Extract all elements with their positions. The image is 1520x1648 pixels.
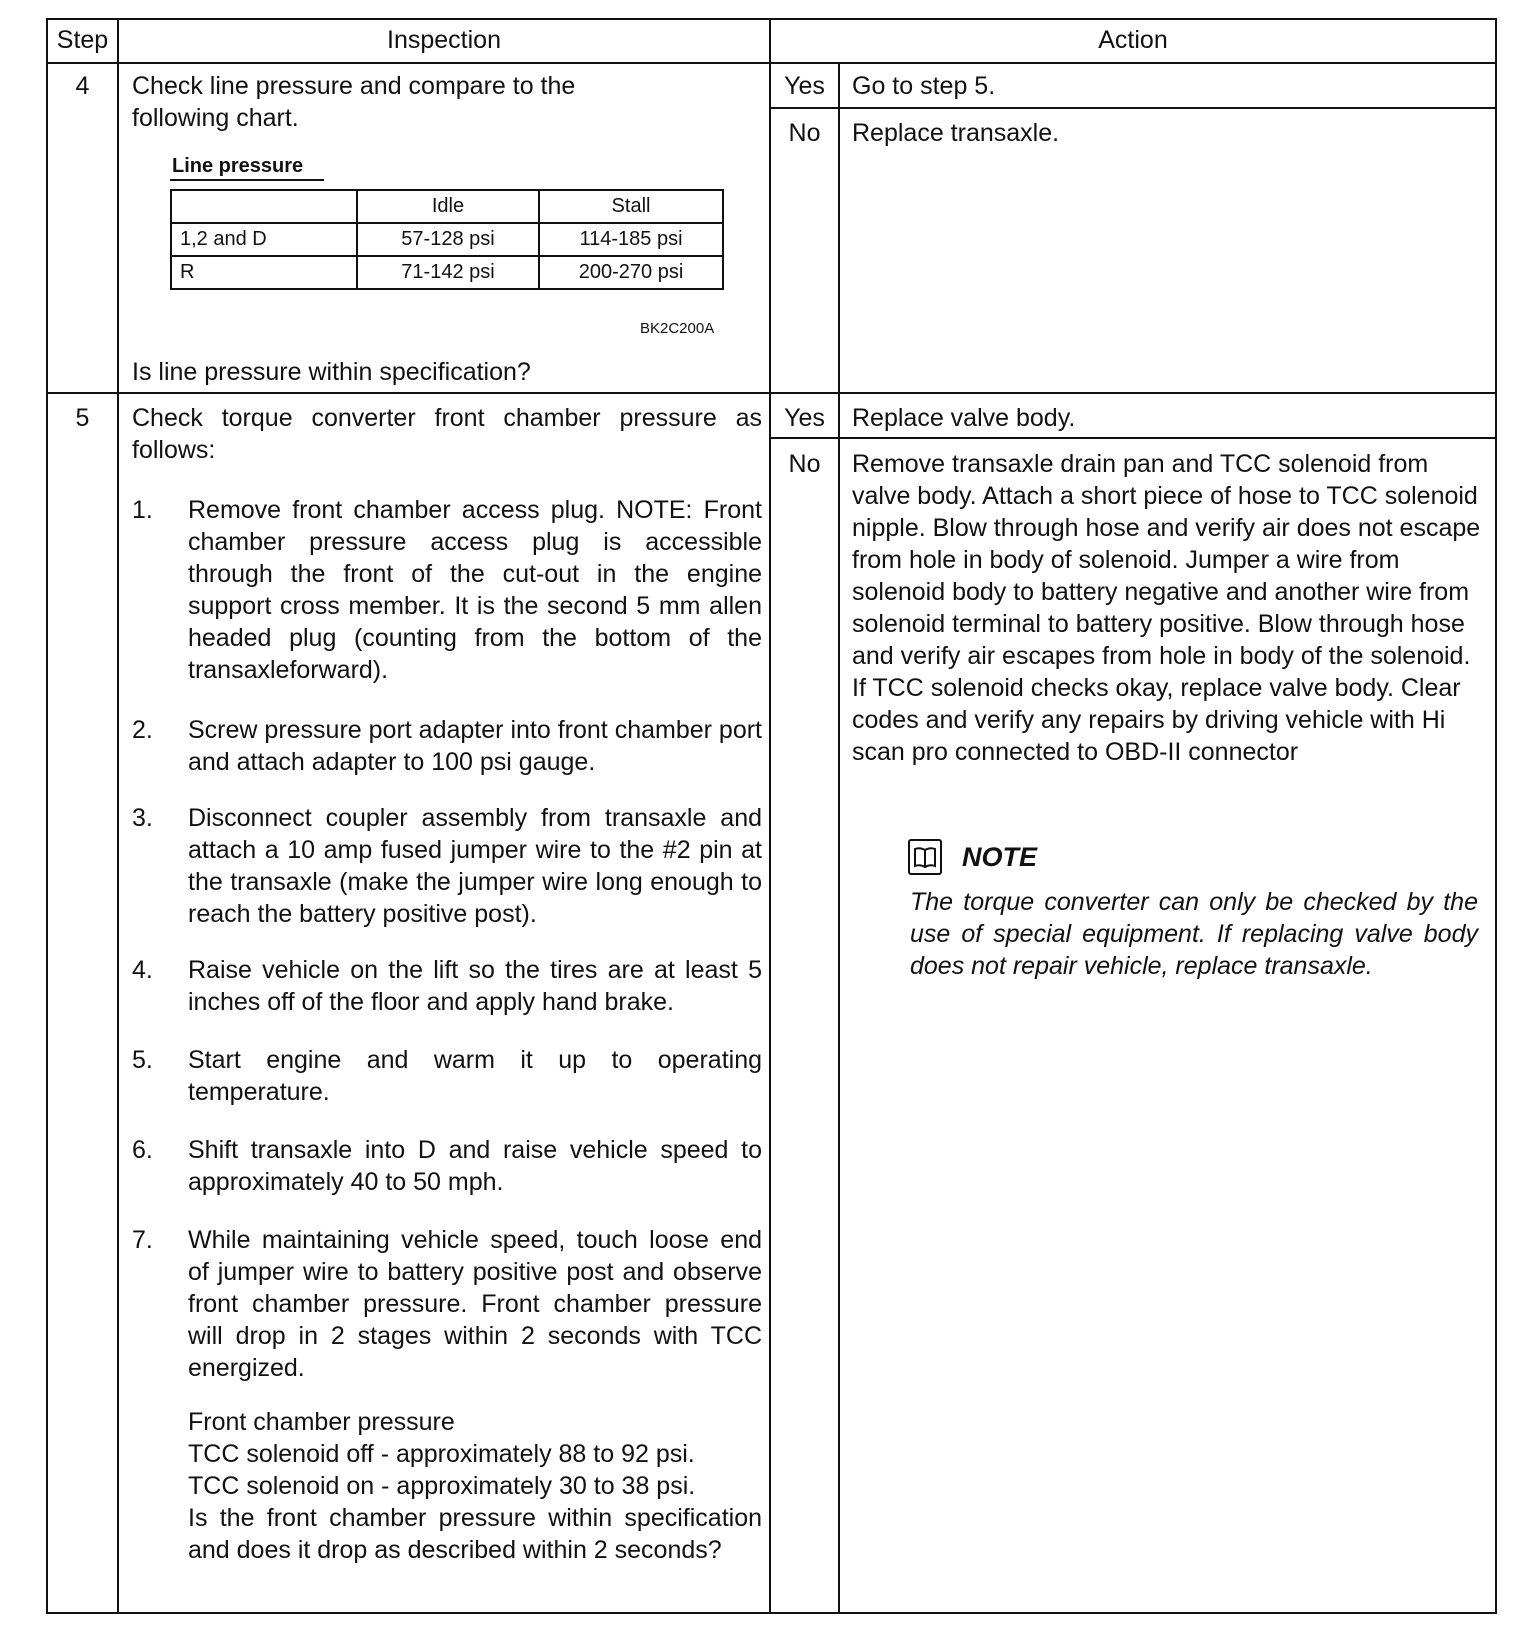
step5-yes-action: Replace valve body. — [852, 404, 1076, 432]
line-pressure-cell: 114-185 psi — [539, 223, 723, 256]
list-item-number: 7. — [132, 1226, 153, 1254]
list-item — [132, 714, 762, 778]
line-pressure-header-row — [171, 190, 723, 223]
line-pressure-cell: R — [171, 256, 357, 289]
line-pressure-cell: 71-142 psi — [357, 256, 539, 289]
table-bottom-border — [46, 1612, 1497, 1614]
list-item-number: 3. — [132, 804, 153, 832]
list-item-text: Raise vehicle on the lift so the tires are at least 5 inches off of the floor and apply hand brake. — [188, 956, 762, 1016]
table-top-border — [46, 18, 1497, 20]
list-item-number: 6. — [132, 1136, 153, 1164]
step-column-divider — [117, 18, 119, 1614]
line-pressure-row — [171, 223, 723, 256]
list-item-text: Shift transaxle into D and raise vehicle speed to approximately 40 to 50 mph. — [188, 1136, 762, 1196]
header-bottom-border — [46, 62, 1497, 64]
book-icon — [908, 839, 942, 875]
spec-title: Front chamber pressure — [188, 1408, 455, 1436]
list-item — [132, 1044, 762, 1108]
step4-yes-action: Go to step 5. — [852, 72, 996, 100]
line-pressure-underline — [170, 179, 324, 181]
list-item-number: 5. — [132, 1046, 153, 1074]
header-inspection: Inspection — [387, 26, 501, 54]
note-text: The torque converter can only be checked by the use of special equipment. If replacing valve body does not repair vehicle, replace transaxle. — [910, 888, 1478, 980]
line-pressure-header-cell — [171, 190, 357, 223]
step5-yes-label: Yes — [784, 404, 825, 432]
spec-block — [188, 1406, 762, 1566]
step4-yes-label: Yes — [784, 72, 825, 100]
line-pressure-title: Line pressure — [172, 155, 304, 177]
list-item-number: 4. — [132, 956, 153, 984]
step5-yes-divider — [769, 437, 1497, 439]
list-item-text: Disconnect coupler assembly from transaxle and attach a 10 amp fused jumper wire to the #2 pin at the transaxle (make the jumper wire long enough to reach the battery positive post). — [188, 804, 762, 928]
list-item-text: While maintaining vehicle speed, touch loose end of jumper wire to battery positive post and observe front chamber pressure. Front chamber pressure will drop in 2 stages within 2 seconds with TCC energized. — [188, 1226, 762, 1382]
step4-number: 4 — [75, 72, 90, 100]
list-item-number: 1. — [132, 496, 153, 524]
step4-yes-divider — [769, 107, 1497, 109]
step4-no-action: Replace transaxle. — [852, 119, 1060, 147]
spec-solenoid-off: TCC solenoid off - approximately 88 to 92 psi. — [188, 1440, 695, 1468]
step5-number: 5 — [75, 404, 90, 432]
line-pressure-row — [171, 256, 723, 289]
step5-no-action: Remove transaxle drain pan and TCC solenoid from valve body. Attach a short piece of hose to TCC solenoid nipple. Blow through hose and verify air does not escape from hole in body of solenoid. Jumper a wire from solenoid body to battery negative and another wire from solenoid terminal to battery positive. Blow through hose and verify air escapes from hole in body of the solenoid. If TCC solenoid checks okay, replace valve body. Clear codes and verify any repairs by driving vehicle with Hi scan pro connected to OBD-II connector — [852, 450, 1481, 766]
line-pressure-cell: 1,2 and D — [171, 223, 357, 256]
inspection-column-divider — [769, 18, 771, 1614]
note-title: NOTE — [962, 842, 1038, 872]
step5-no-label: No — [788, 450, 821, 478]
step5-question: Is the front chamber pressure within specification and does it drop as described within 2 seconds? — [188, 1504, 762, 1564]
list-item-text: Remove front chamber access plug. NOTE: Front chamber pressure access plug is accessible through the front of the cut-out in the engine support cross member. It is the second 5 mm allen headed plug (counting from the bottom of the transaxleforward). — [188, 496, 762, 684]
line-pressure-table — [170, 189, 724, 290]
line-pressure-header-cell: Stall — [539, 190, 723, 223]
list-item — [132, 802, 762, 930]
step4-bottom-border — [46, 392, 1497, 394]
figure-code: BK2C200A — [640, 320, 715, 337]
header-action: Action — [1098, 26, 1168, 54]
list-item-text: Screw pressure port adapter into front chamber port and attach adapter to 100 psi gauge. — [188, 716, 762, 776]
yes-no-column-divider — [838, 62, 840, 1614]
table-right-border — [1495, 18, 1497, 1614]
table-left-border — [46, 18, 48, 1614]
list-item-number: 2. — [132, 716, 153, 744]
step4-question: Is line pressure within specification? — [132, 358, 531, 386]
step4-inspection-text: Check line pressure and compare to the following chart. — [132, 72, 576, 132]
header-step: Step — [56, 26, 109, 54]
list-item-text: Start engine and warm it up to operating temperature. — [188, 1046, 762, 1106]
list-item — [132, 1224, 762, 1384]
list-item — [132, 954, 762, 1018]
step4-no-label: No — [788, 119, 821, 147]
line-pressure-cell: 57-128 psi — [357, 223, 539, 256]
line-pressure-header-cell: Idle — [357, 190, 539, 223]
list-item — [132, 494, 762, 686]
line-pressure-cell: 200-270 psi — [539, 256, 723, 289]
list-item — [132, 1134, 762, 1198]
spec-solenoid-on: TCC solenoid on - approximately 30 to 38 psi. — [188, 1472, 696, 1500]
step5-inspection-intro: Check torque converter front chamber pressure as follows: — [132, 404, 762, 464]
